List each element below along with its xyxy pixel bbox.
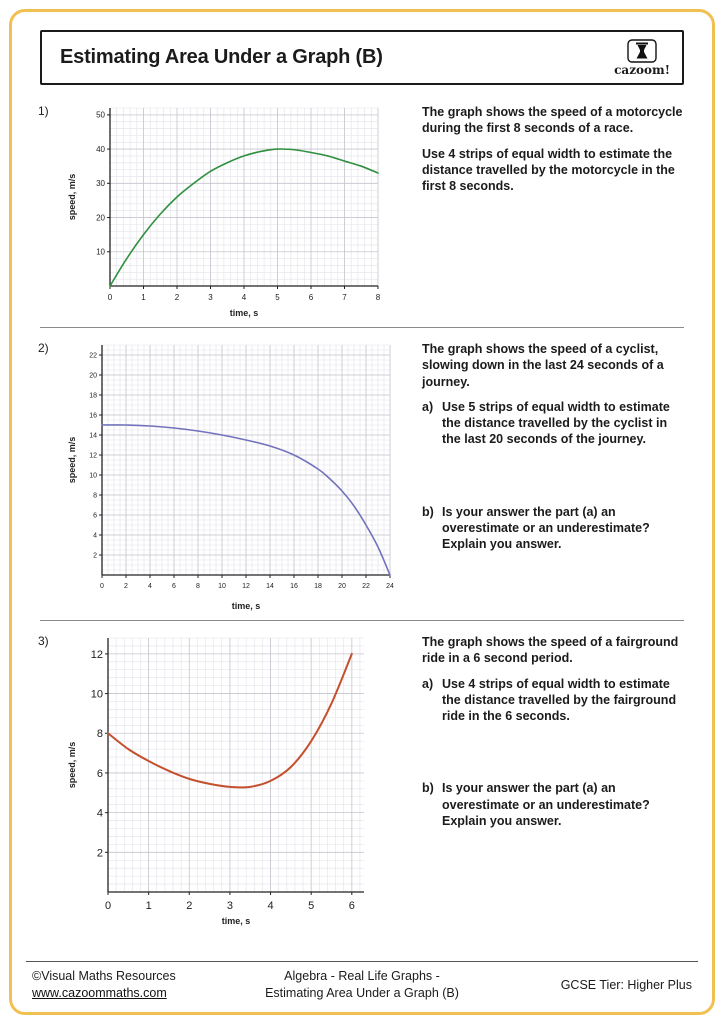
motorcycle-speed-chart bbox=[66, 100, 404, 320]
svg-text:3: 3 bbox=[208, 293, 213, 302]
worksheet-header bbox=[40, 30, 684, 85]
item-a-label: a) bbox=[422, 399, 434, 414]
svg-text:50: 50 bbox=[96, 110, 105, 120]
footer-website-link[interactable]: www.cazoommaths.com bbox=[32, 986, 167, 1001]
question-2 bbox=[38, 330, 686, 618]
question-2-number: 2) bbox=[38, 341, 49, 355]
svg-text:6: 6 bbox=[96, 767, 103, 780]
svg-text:40: 40 bbox=[96, 144, 105, 154]
svg-text:6: 6 bbox=[172, 583, 176, 590]
svg-text:8: 8 bbox=[96, 728, 103, 741]
svg-text:4: 4 bbox=[148, 583, 152, 590]
footer-topic-line1: Algebra - Real Life Graphs - bbox=[284, 969, 440, 984]
question-3-number: 3) bbox=[38, 634, 49, 648]
section-divider-1 bbox=[40, 327, 684, 328]
question-1 bbox=[38, 93, 686, 325]
question-1-intro: The graph shows the speed of a motorcycle during the first 8 seconds of a race. bbox=[422, 105, 683, 136]
svg-text:0: 0 bbox=[100, 583, 104, 590]
svg-text:2: 2 bbox=[96, 847, 103, 860]
svg-text:8: 8 bbox=[375, 293, 381, 302]
question-2-item-b bbox=[422, 504, 686, 553]
svg-text:10: 10 bbox=[96, 247, 105, 257]
svg-text:14: 14 bbox=[89, 432, 97, 440]
item-b-text: Is your answer the part (a) an overestimate or an underestimate? Explain you answer. bbox=[442, 504, 650, 551]
svg-text:22: 22 bbox=[89, 352, 97, 360]
svg-text:4: 4 bbox=[241, 293, 247, 302]
svg-text:speed, m/s: speed, m/s bbox=[67, 436, 77, 484]
cyclist-speed-chart bbox=[66, 337, 404, 613]
svg-text:speed, m/s: speed, m/s bbox=[67, 741, 77, 789]
svg-text:10: 10 bbox=[90, 688, 103, 701]
svg-text:24: 24 bbox=[386, 583, 394, 590]
svg-text:7: 7 bbox=[342, 293, 347, 302]
item-a-text: Use 4 strips of equal width to estimate the distance travelled by the fairground ride in the 6 seconds. bbox=[442, 676, 677, 723]
svg-text:2: 2 bbox=[186, 900, 193, 912]
svg-text:16: 16 bbox=[89, 412, 97, 420]
svg-text:22: 22 bbox=[362, 583, 370, 590]
svg-text:8: 8 bbox=[93, 492, 97, 500]
page-footer bbox=[26, 961, 698, 1004]
cazoom-logo-icon bbox=[627, 39, 657, 63]
svg-text:0: 0 bbox=[104, 900, 112, 912]
question-2-item-a bbox=[422, 399, 686, 448]
item-a-text: Use 5 strips of equal width to estimate the distance travelled by the cyclist in the last 20 seconds of the journey. bbox=[442, 399, 670, 447]
svg-text:1: 1 bbox=[141, 293, 146, 302]
svg-text:4: 4 bbox=[93, 532, 97, 540]
svg-text:20: 20 bbox=[96, 213, 105, 223]
svg-text:6: 6 bbox=[348, 900, 355, 912]
cazoom-logo bbox=[614, 39, 670, 76]
svg-text:16: 16 bbox=[290, 583, 298, 590]
svg-text:2: 2 bbox=[124, 583, 128, 590]
question-1-text bbox=[410, 100, 686, 320]
item-b-label: b) bbox=[422, 781, 434, 796]
cazoom-logo-text: cazoom! bbox=[614, 63, 670, 77]
question-3 bbox=[38, 623, 686, 933]
footer-topic-line2: Estimating Area Under a Graph (B) bbox=[265, 986, 459, 1001]
svg-text:12: 12 bbox=[242, 583, 250, 590]
question-2-intro: The graph shows the speed of a cyclist, slowing down in the last 24 seconds of a journey. bbox=[422, 342, 664, 389]
worksheet-sheet bbox=[9, 9, 715, 1015]
svg-text:time, s: time, s bbox=[231, 601, 261, 611]
svg-text:12: 12 bbox=[90, 648, 103, 661]
svg-text:6: 6 bbox=[308, 293, 314, 302]
question-3-text bbox=[410, 630, 686, 928]
item-b-label: b) bbox=[422, 504, 434, 519]
footer-topic bbox=[235, 968, 489, 1002]
fairground-speed-chart bbox=[66, 630, 404, 928]
svg-text:8: 8 bbox=[196, 583, 200, 590]
footer-credits bbox=[32, 968, 235, 1002]
svg-text:3: 3 bbox=[226, 900, 233, 912]
question-1-task: Use 4 strips of equal width to estimate the distance travelled by the motorcycle in the first 8 seconds. bbox=[422, 146, 675, 193]
page-title: Estimating Area Under a Graph (B) bbox=[60, 46, 383, 68]
svg-text:1: 1 bbox=[145, 900, 152, 912]
svg-text:0: 0 bbox=[107, 293, 113, 302]
footer-tier: GCSE Tier: Higher Plus bbox=[560, 978, 692, 993]
svg-text:4: 4 bbox=[96, 807, 103, 820]
question-1-number: 1) bbox=[38, 104, 49, 118]
svg-text:20: 20 bbox=[338, 583, 346, 590]
footer-copyright: ©Visual Maths Resources bbox=[32, 969, 176, 984]
svg-text:30: 30 bbox=[96, 179, 105, 189]
svg-text:time, s: time, s bbox=[229, 308, 259, 318]
question-2-text bbox=[410, 337, 686, 613]
item-b-text: Is your answer the part (a) an overestimate or an underestimate? Explain you answer. bbox=[442, 781, 650, 828]
question-3-item-a bbox=[422, 676, 686, 725]
item-a-label: a) bbox=[422, 676, 434, 691]
svg-text:20: 20 bbox=[89, 372, 97, 380]
svg-text:14: 14 bbox=[266, 583, 274, 590]
svg-text:5: 5 bbox=[275, 293, 280, 302]
svg-text:4: 4 bbox=[267, 900, 274, 912]
svg-text:18: 18 bbox=[314, 583, 322, 590]
svg-text:10: 10 bbox=[218, 583, 226, 590]
svg-text:time, s: time, s bbox=[221, 916, 251, 926]
svg-text:5: 5 bbox=[308, 900, 315, 912]
question-3-intro: The graph shows the speed of a fairground ride in a 6 second period. bbox=[422, 635, 679, 666]
svg-text:2: 2 bbox=[174, 293, 180, 302]
svg-text:speed, m/s: speed, m/s bbox=[67, 173, 77, 221]
section-divider-2 bbox=[40, 620, 684, 621]
svg-text:12: 12 bbox=[89, 452, 97, 460]
question-3-item-b bbox=[422, 780, 686, 829]
svg-text:18: 18 bbox=[89, 392, 97, 400]
svg-text:6: 6 bbox=[93, 512, 97, 520]
svg-text:10: 10 bbox=[89, 472, 97, 480]
svg-text:2: 2 bbox=[93, 552, 97, 560]
